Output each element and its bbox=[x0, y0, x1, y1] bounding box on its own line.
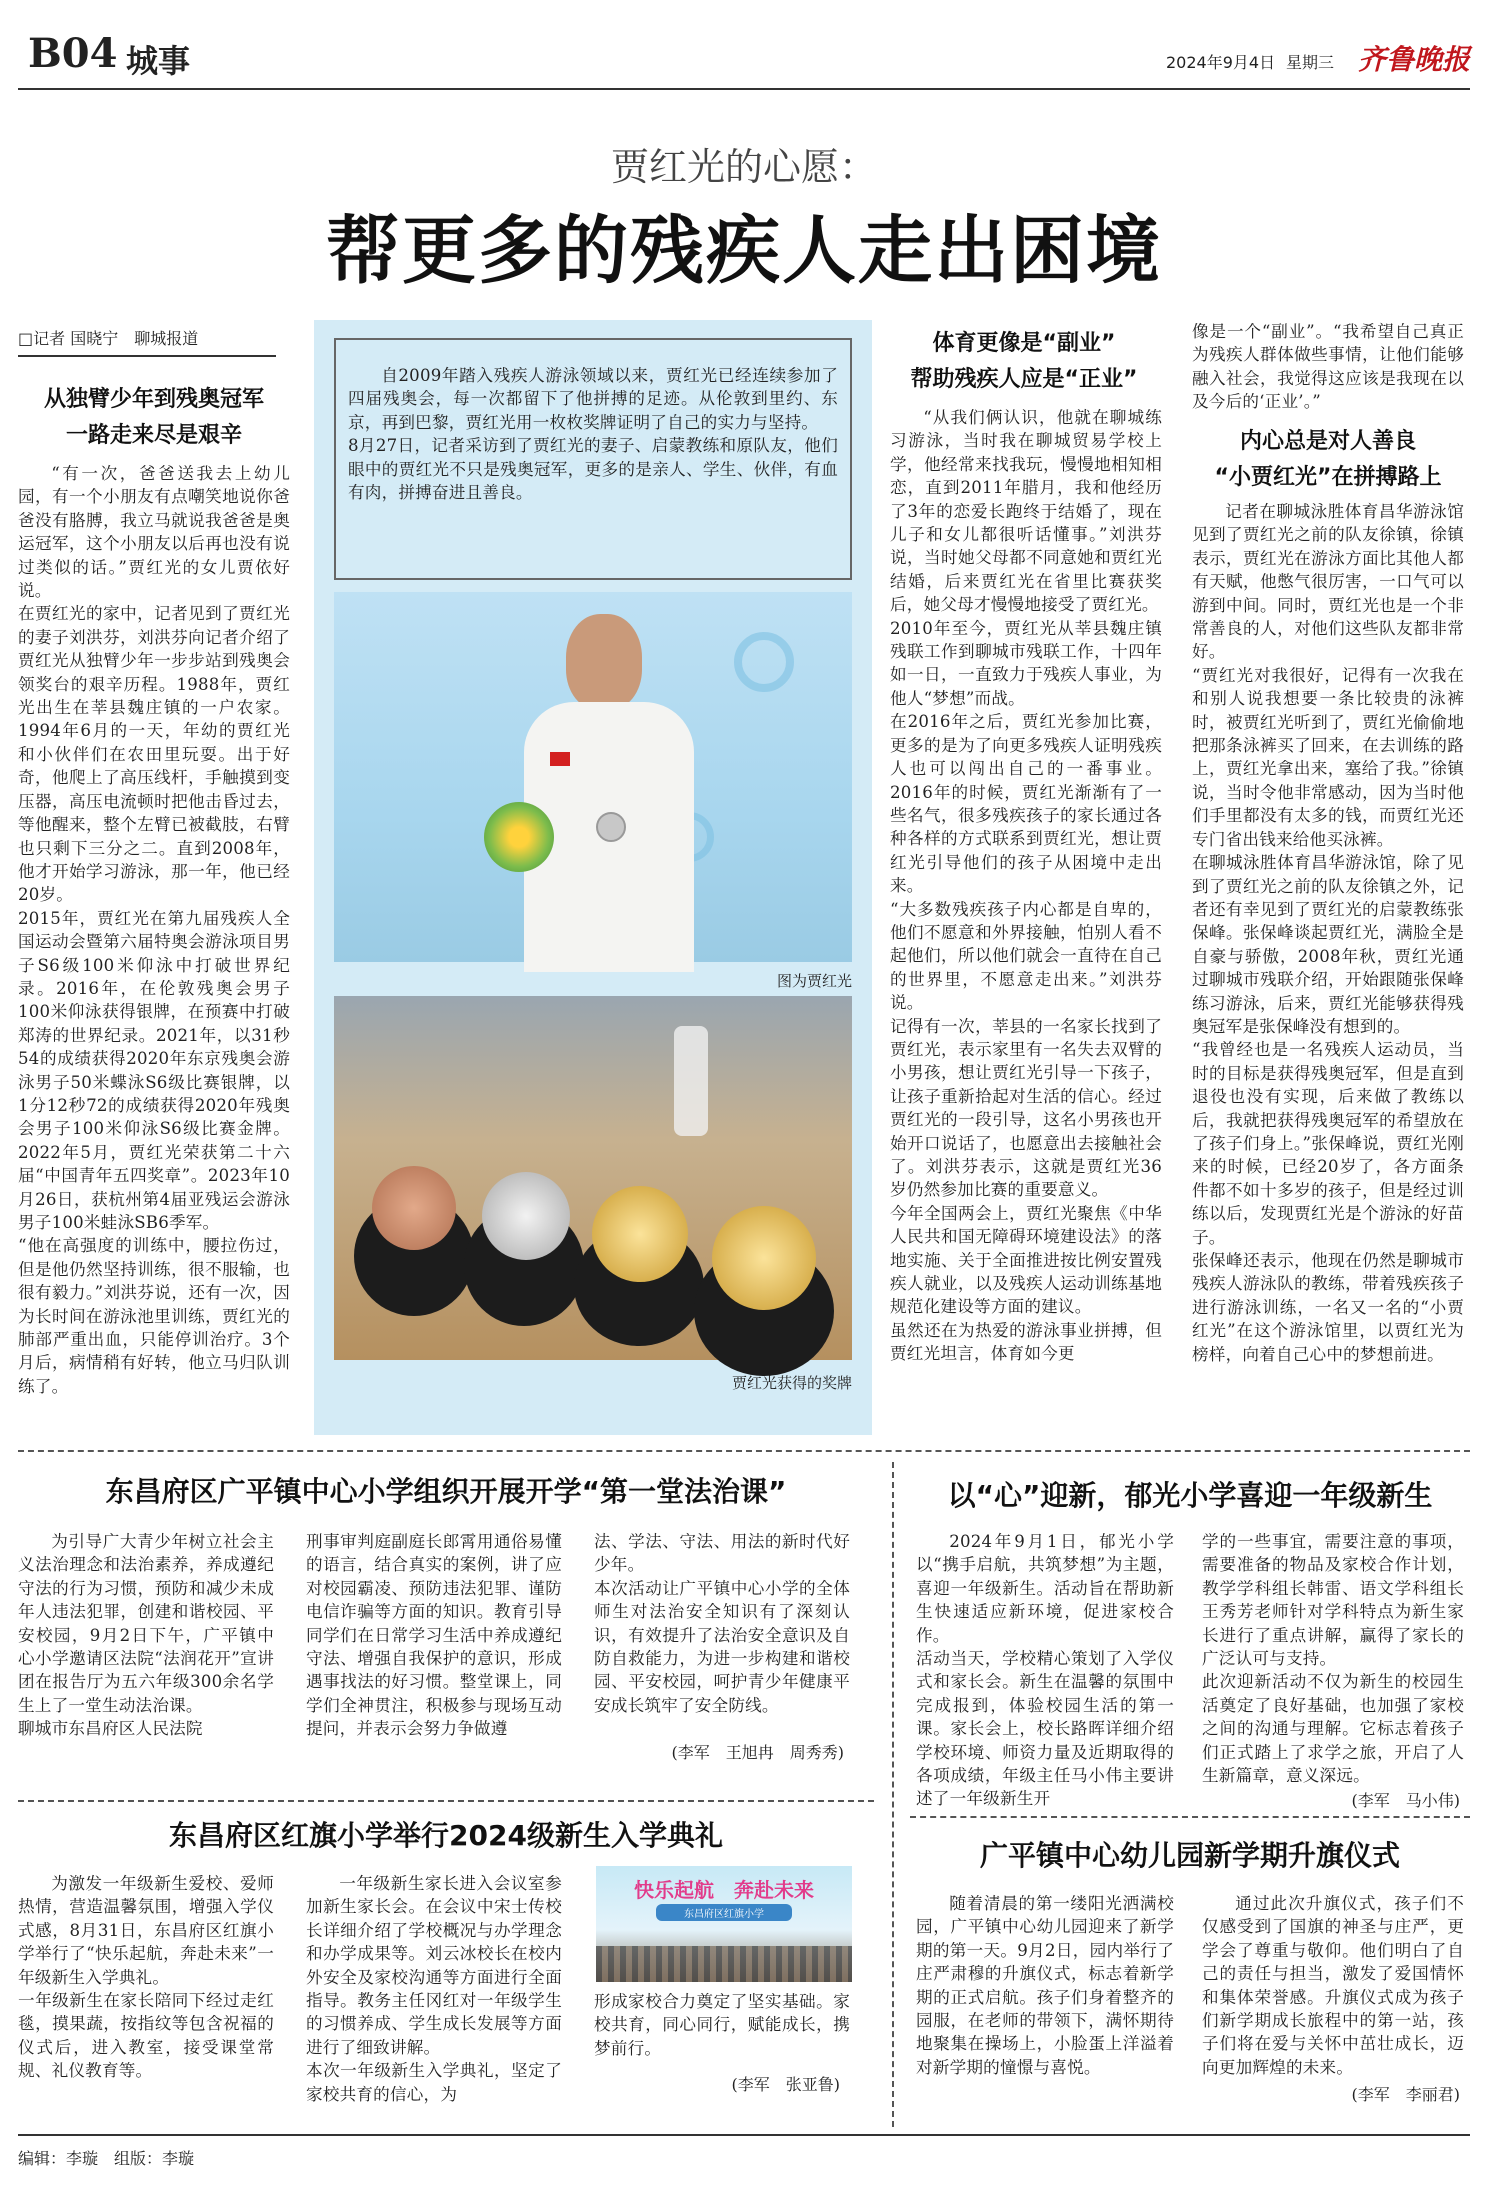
article-col-1: “有一次，爸爸送我去上幼儿园，有一个小朋友有点嘲笑地说你爸爸没有胳膊，我立马就说我爸爸是奥运冠军，这个小朋友以后再也没有说过类似的话。”贾红光的女儿贾依好说。 在贾红光的家中，记者见到了贾红光的妻子刘洪芬，刘洪芬向记者介绍了贾红光从独臂少年一步步站到残奥会领奖台的艰辛历程。1988年，贾红光出生在莘县魏庄镇的一户农家。1994年6月的一天，年幼的贾红光和小伙伴们在农田里玩耍。出于好奇，他爬上了高压线杆，手触摸到变压器，高压电流顿时把他击昏过去，等他醒来，整个左臂已被截肢，右臂也只剩下三分之二。直到2008年，他才开始学习游泳，那一年，他已经20岁。 2015年，贾红光在第九届残疾人全国运动会暨第六届特奥会游泳项目男子S6级100米仰泳中打破世界纪录。2016年，在伦敦残奥会男子100米仰泳获得银牌，在预赛中打破郑涛的世界纪录。2021年，以31秒54的成绩获得2020年东京残奥会游泳男子50米蝶泳S6级比赛银牌，以1分12秒72的成绩获得2020年残奥会男子100米仰泳S6级比赛金牌。2022年5月，贾红光荣获第二十六届“中国青年五四奖章”。2023年10月26日，获杭州第4届亚残运会游泳男子100米蛙泳SB6季军。 “他在高强度的训练中，腰拉伤过，但是他仍然坚持训练，很不服输，也很有毅力。”刘洪芬说，还有一次，因为长时间在游泳池里训练，贾红光的肺部严重出血，只能停训治疗。3个月后，病情稍有好转，他立马归队训练了。 bbox=[18, 464, 290, 1396]
silver-medal bbox=[482, 1172, 570, 1260]
intro-text: 自2009年踏入残疾人游泳领域以来，贾红光已经连续参加了四届残奥会，每一次都留下了他拼搏的足迹。从伦敦到里约、东京，再到巴黎，贾红光用一枚枚奖牌证明了自己的实力与坚持。 8月27日，记者采访到了贾红光的妻子、启蒙教练和原队友，他们眼中的贾红光不只是残奥冠军，更多的是亲人、学生、伙伴，有血有肉，拼搏奋进且善良。 bbox=[348, 366, 838, 503]
photo-medals bbox=[334, 996, 852, 1360]
section-name: 城事 bbox=[126, 42, 191, 80]
brief-3-col-3: 形成家校合力奠定了坚实基础。家校共育，同心同行，赋能成长，携梦前行。 bbox=[594, 1992, 850, 2058]
photo-panel bbox=[314, 320, 872, 1435]
athlete-head bbox=[566, 614, 642, 710]
article-col-3: “从我们俩认识，他就在聊城练习游泳，当时我在聊城贸易学校上学，他经常来找我玩，慢慢地相知相恋，直到2011年腊月，我和他经历了3年的恋爱长跑终于结婚了，现在儿子和女儿都很听话懂事。”刘洪芬说，当时她父母都不同意她和贾红光结婚，后来贾红光在省里比赛获奖后，她父母才慢慢地接受了贾红光。 2010年至今，贾红光从莘县魏庄镇残联工作到聊城市残联工作，十四年如一日，一直致力于残疾人事业，为他人“梦想”而战。 在2016年之后，贾红光参加比赛，更多的是为了向更多残疾人证明残疾人也可以闯出自己的一番事业。2016年的时候，贾红光渐渐有了一些名气，很多残疾孩子的家长通过各种各样的方式联系到贾红光，想让贾红光引导他们的孩子从困境中走出来。 “大多数残疾孩子内心都是自卑的，他们不愿意和外界接触，怕别人看不起他们，所以他们就会一直待在自己的世界里，不愿意走出来。”刘洪芬说。 记得有一次，莘县的一名家长找到了贾红光，表示家里有一名失去双臂的小男孩，想让贾红光引导一下孩子，让孩子重新拾起对生活的信心。经过贾红光的一段引导，这名小男孩也开始开口说话了，也愿意出去接触社会了。刘洪芬表示，这就是贾红光36岁仍然参加比赛的重要意义。 今年全国两会上，贾红光聚焦《中华人民共和国无障碍环境建设法》的落地实施、关于全面推进按比例安置残疾人就业，以及残疾人运动训练基地规范化建设等方面的建议。 虽然还在为热爱的游泳事业拼搏，但贾红光坦言，体育如今更 bbox=[890, 408, 1162, 1364]
flag-badge bbox=[550, 752, 570, 766]
brief-2-signature: (李军 马小伟) bbox=[1351, 1791, 1460, 1810]
header-rule bbox=[18, 88, 1470, 90]
brief-3-col-2: 一年级新生家长进入会议室参加新生家长会。在会议中宋士传校长详细介绍了学校概况与办学理念和办学成果等。刘云冰校长在校内外安全及家校沟通等方面进行全面指导。教务主任冈红对一年级学生的习惯养成、学生成长发展等方面进行了细致讲解。 本次一年级新生入学典礼，坚定了家校共育的信心，为 bbox=[306, 1874, 562, 2104]
photo-jia-hongguang bbox=[334, 592, 852, 962]
brief-2-title: 以“心”迎新，郁光小学喜迎一年级新生 bbox=[947, 1479, 1433, 1512]
brief-1-col-2: 刑事审判庭副庭长郎霄用通俗易懂的语言，结合真实的案例，讲了应对校园霸凌、预防违法犯罪、谨防电信诈骗等方面的知识。教育引导同学们在日常学习生活中养成遵纪守法、增强自我保护的意识，形成遇事找法的好习惯。整堂课上，同学们全神贯注，积极参与现场互动提问，并表示会努力争做遵 bbox=[306, 1532, 562, 1739]
page-number: B04 bbox=[28, 30, 118, 77]
footer-rule bbox=[18, 2134, 1470, 2136]
audience-crowd bbox=[596, 1946, 852, 1982]
brief-4-col-1: 随着清晨的第一缕阳光洒满校园，广平镇中心幼儿园迎来了新学期的第一天。9月2日，园内举行了庄严肃穆的升旗仪式，标志着新学期的正式启航。孩子们身着整齐的园服，在老师的带领下，满怀期待地聚集在操场上，小脸蛋上洋溢着对新学期的憧憬与喜悦。 bbox=[916, 1894, 1174, 2077]
photo1-caption: 图为贾红光 bbox=[776, 972, 852, 990]
brief-4-signature: (李军 李丽君) bbox=[1351, 2085, 1460, 2104]
flower-bouquet bbox=[484, 802, 554, 872]
brief-4-col-2: 通过此次升旗仪式，孩子们不仅感受到了国旗的神圣与庄严，更学会了尊重与敬仰。他们明白了自己的责任与担当，激发了爱国情怀和集体荣誉感。升旗仪式成为孩子们新学期成长旅程中的第一站，孩子们将在爱与关怀中茁壮成长，迈向更加辉煌的未来。 bbox=[1202, 1894, 1464, 2077]
divider-vertical bbox=[892, 1462, 894, 2127]
divider-briefs-right bbox=[910, 1816, 1470, 1818]
kicker: 贾红光的心愿： bbox=[610, 145, 877, 189]
brief-1-col-1: 为引导广大青少年树立社会主义法治理念和法治素养，养成遵纪守法的行为习惯，预防和减少未成年人违法犯罪，创建和谐校园、平安校园，9月2日下午，广平镇中心小学邀请区法院“法润花开”宣讲团在报告厅为五六年级300余名学生上了一堂生动法治课。 聊城市东昌府区人民法院 bbox=[18, 1532, 274, 1739]
paper-logo: 齐鲁晚报 bbox=[1358, 43, 1471, 76]
issue-date: 2024年9月4日 bbox=[1166, 53, 1276, 72]
subhead-3: 内心总是对人善良 “小贾红光”在拼搏路上 bbox=[1214, 429, 1442, 490]
medal bbox=[596, 812, 626, 842]
headline: 帮更多的残疾人走出困境 bbox=[326, 208, 1162, 294]
brief-2-col-1: 2024年9月1日，郁光小学以“携手启航，共筑梦想”为主题，喜迎一年级新生。活动旨在帮助新生快速适应新环境，促进家校合作。 活动当天，学校精心策划了入学仪式和家长会。新生在温馨的氛围中完成报到，体验校园生活的第一课。家长会上，校长路晖详细介绍学校环境、师资力量及近期取得的各项成绩，年级主任马小伟主要讲述了一年级新生开 bbox=[916, 1532, 1174, 1809]
banner-title: 快乐起航 奔赴未来 bbox=[634, 1878, 814, 1902]
brief-2-col-2: 学的一些事宜，需要注意的事项，需要准备的物品及家校合作计划，教学学科组长韩雷、语文学科组长王秀芳老师针对学科特点为新生家长进行了重点讲解，赢得了家长的广泛认可与支持。 此次迎新活动不仅为新生的校园生活奠定了良好基础，也加强了家校之间的沟通与理解。它标志着孩子们正式踏上了求学之旅，开启了人生新篇章，意义深远。 bbox=[1202, 1532, 1464, 1786]
byline: □记者 国晓宁 聊城报道 bbox=[18, 326, 276, 357]
gold-medal-2 bbox=[712, 1206, 816, 1310]
article-col-4-top: 像是一个“副业”。“我希望自己真正为残疾人群体做些事情，让他们能够融入社会，我觉得这应该是我现在以及今后的‘正业’。” bbox=[1192, 322, 1464, 412]
water-bottle bbox=[674, 1026, 708, 1136]
brief-3-signature: (李军 张亚鲁) bbox=[731, 2075, 840, 2094]
paralympic-logo-decoration bbox=[734, 632, 794, 692]
article-col-4: 记者在聊城泳胜体育昌华游泳馆见到了贾红光之前的队友徐镇，徐镇表示，贾红光在游泳方面比其他人都有天赋，他憋气很厉害，一口气可以游到中间。同时，贾红光也是一个非常善良的人，对他们这些队友都非常好。 “贾红光对我很好，记得有一次我在和别人说我想要一条比较贵的泳裤时，被贾红光听到了，贾红光偷偷地把那条泳裤买了回来，在去训练的路上，贾红光拿出来，塞给了我。”徐镇说，当时令他非常感动，因为当时他们手里都没有太多的钱，而贾红光还专门省出钱来给他买泳裤。 在聊城泳胜体育昌华游泳馆，除了见到了贾红光之前的队友徐镇之外，记者还有幸见到了贾红光的启蒙教练张保峰。张保峰谈起贾红光，满脸全是自豪与骄傲，2008年秋，贾红光通过聊城市残联介绍，开始跟随张保峰练习游泳，后来，贾红光能够获得残奥冠军是张保峰没有想到的。 “我曾经也是一名残疾人运动员，当时的目标是获得残奥冠军，但是直到退役也没有实现，后来做了教练以后，我就把获得残奥冠军的希望放在了孩子们身上。”张保峰说，贾红光刚来的时候，已经20岁了，各方面条件都不如十多岁的孩子，但是经过训练以后，发现贾红光是个游泳的好苗子。 张保峰还表示，他现在仍然是聊城市残疾人游泳队的教练，带着残疾孩子进行游泳训练，一名又一名的“小贾红光”在这个游泳馆里，以贾红光为榜样，向着自己心中的梦想前进。 bbox=[1192, 502, 1464, 1364]
subhead-2: 体育更像是“副业” 帮助残疾人应是“正业” bbox=[910, 331, 1138, 392]
brief-1-signature: (李军 王旭冉 周秀秀) bbox=[671, 1743, 844, 1762]
page-header bbox=[18, 30, 1470, 90]
brief-4-title: 广平镇中心幼儿园新学期升旗仪式 bbox=[979, 1839, 1400, 1872]
photo2-caption: 贾红光获得的奖牌 bbox=[731, 1374, 852, 1392]
divider-main bbox=[18, 1450, 1470, 1452]
banner-subtitle: 东昌府区红旗小学 bbox=[656, 1904, 792, 1921]
issue-weekday: 星期三 bbox=[1286, 53, 1335, 72]
brief-1-title: 东昌府区广平镇中心小学组织开展开学“第一堂法治课” bbox=[105, 1475, 787, 1508]
brief-3-col-1: 为激发一年级新生爱校、爱师热情，营造温馨氛围，增强入学仪式感，8月31日，东昌府区红旗小学举行了“快乐起航，奔赴未来”一年级新生入学典礼。 一年级新生在家长陪同下经过走红毯，摸果蔬，按指纹等包含祝福的仪式后，进入教室，接受课堂常规、礼仪教育等。 bbox=[18, 1874, 274, 2081]
gold-medal bbox=[592, 1186, 688, 1282]
brief-1-col-3: 法、学法、守法、用法的新时代好少年。 本次活动让广平镇中心小学的全体师生对法治安全知识有了深刻认识，有效提升了法治安全意识及自防自救能力，为进一步构建和谐校园、平安校园，呵护青少年健康平安成长筑牢了安全防线。 bbox=[594, 1532, 850, 1715]
bronze-medal bbox=[372, 1166, 456, 1250]
divider-briefs-left bbox=[18, 1800, 874, 1802]
subhead-1: 从独臂少年到残奥冠军 一路走来尽是艰辛 bbox=[43, 387, 264, 448]
footer-editors: 编辑：李璇 组版：李璇 bbox=[18, 2149, 195, 2168]
brief-3-title: 东昌府区红旗小学举行2024级新生入学典礼 bbox=[169, 1819, 723, 1852]
brief-3-photo bbox=[596, 1866, 852, 1982]
